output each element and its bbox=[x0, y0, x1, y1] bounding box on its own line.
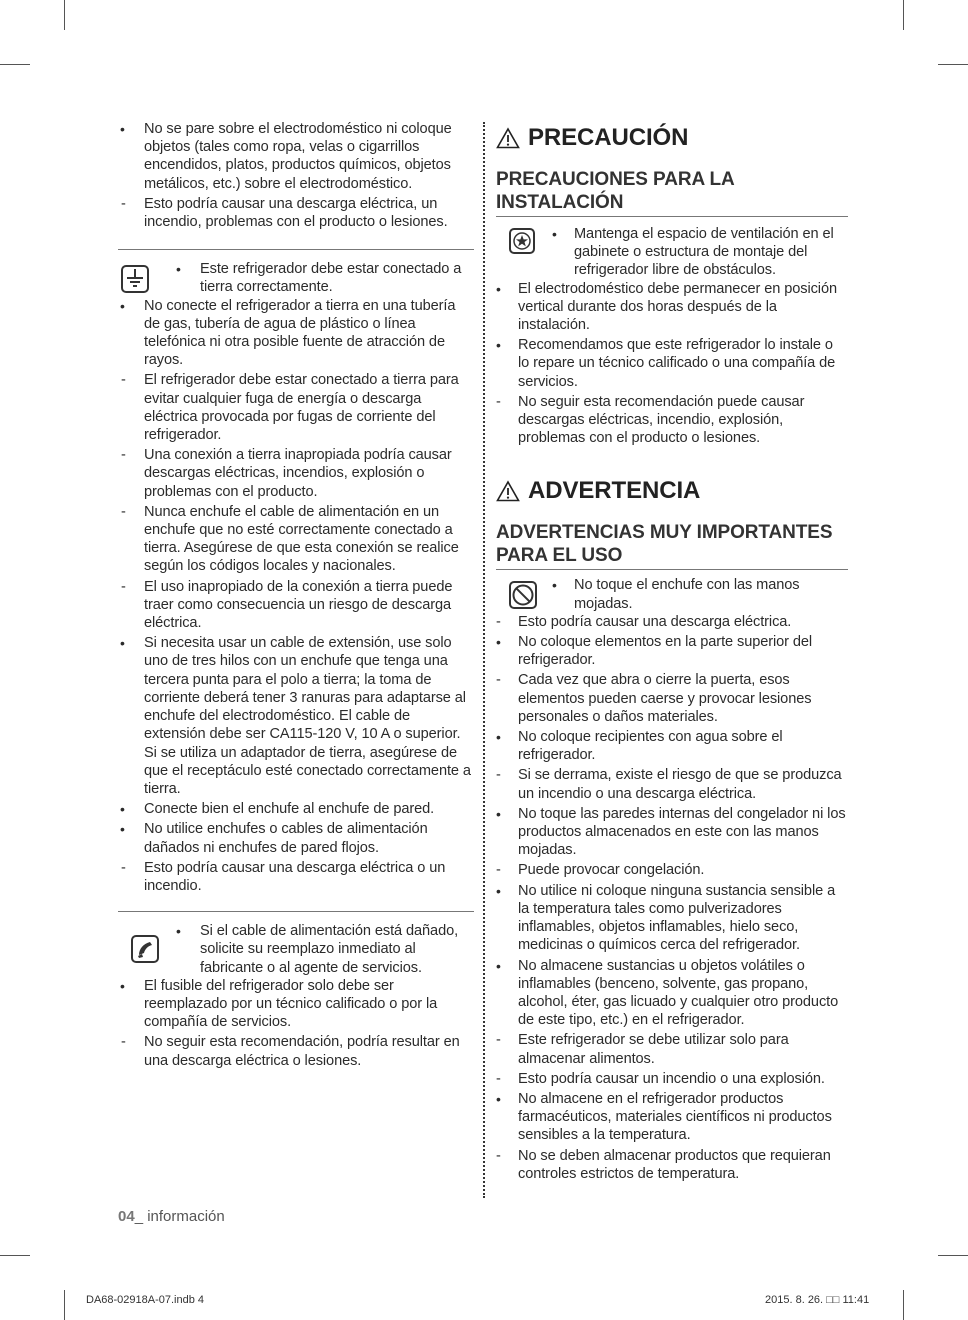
list-item bbox=[118, 578, 474, 633]
list-item bbox=[118, 820, 474, 856]
list-item-text: No se pare sobre el electrodoméstico ni coloque objetos (tales como ropa, velas o cigarrillos encendidos, platos, productos químicos, objetos metálicos, etc.) sobre el electrodoméstico. bbox=[144, 121, 452, 192]
list-item-text: No utilice enchufes o cables de alimentación dañados ni enchufes de pared flojos. bbox=[144, 821, 428, 856]
left-block-2 bbox=[118, 260, 474, 895]
list-item bbox=[118, 800, 474, 818]
list-item bbox=[118, 503, 474, 576]
list-item bbox=[118, 859, 474, 895]
list-item-text: El uso inapropiado de la conexión a tierra puede traer como consecuencia un riesgo de descarga eléctrica. bbox=[144, 578, 453, 632]
crop-mark bbox=[938, 1255, 968, 1256]
left-column bbox=[118, 120, 474, 1072]
list-item-text: Nunca enchufe el cable de alimentación en un enchufe que no esté correctamente conectado a tierra. Asegúrese de que esta conexión se realice según los códigos locales y nacionales. bbox=[144, 503, 459, 575]
list-item bbox=[496, 728, 848, 764]
icon-row bbox=[496, 576, 848, 612]
list-item bbox=[496, 671, 848, 726]
advertencia-block bbox=[496, 576, 848, 1183]
icon-row bbox=[118, 260, 474, 296]
list-item bbox=[118, 297, 474, 370]
print-file-label: DA68-02918A-07.indb 4 bbox=[86, 1294, 205, 1306]
list-item bbox=[496, 861, 848, 879]
precaucion-title: PRECAUCIÓN bbox=[528, 124, 689, 151]
list-item-text: Puede provocar congelación. bbox=[518, 862, 705, 879]
left-block-1 bbox=[118, 120, 474, 231]
list-item-text: No seguir esta recomendación, podría resultar en una descarga eléctrica o lesiones. bbox=[144, 1034, 460, 1069]
list-item-text: Cada vez que abra o cierre la puerta, esos elementos pueden caerse y provocar lesiones personales o daños materiales. bbox=[518, 672, 812, 725]
crop-mark bbox=[0, 64, 30, 65]
crop-mark bbox=[938, 64, 968, 65]
section-divider bbox=[118, 911, 474, 912]
crop-mark bbox=[64, 0, 65, 30]
list-item-text: Si el cable de alimentación está dañado, solicite su reemplazo inmediato al fabricante o al agente de servicios. bbox=[200, 923, 459, 976]
list-item-text: El refrigerador debe estar conectado a tierra para evitar cualquier fuga de energía o descarga eléctrica provocada por fugas de corriente del refrigerador. bbox=[144, 372, 459, 444]
list-item-text: Conecte bien el enchufe al enchufe de pared. bbox=[144, 801, 435, 818]
list-item bbox=[496, 576, 848, 612]
list-item bbox=[118, 260, 474, 296]
list-item-text: Una conexión a tierra inapropiada podría causar descargas eléctricas, incendios, explosión o problemas con el producto. bbox=[144, 447, 452, 500]
list-item bbox=[496, 1031, 848, 1067]
precaucion-subtitle: PRECAUCIONES PARA LA INSTALACIÓN bbox=[496, 168, 848, 217]
list-item-text: No almacene en el refrigerador productos farmacéuticos, materiales científicos ni productos sensibles a la temperatura. bbox=[518, 1090, 832, 1144]
list-item bbox=[118, 371, 474, 444]
warning-icon bbox=[496, 127, 520, 149]
list-item-text: Esto podría causar una descarga eléctrica o un incendio. bbox=[144, 859, 446, 894]
right-column bbox=[496, 120, 848, 1185]
list-item-text: El fusible del refrigerador solo debe ser reemplazado por un técnico calificado o por la compañía de servicios. bbox=[144, 977, 438, 1031]
list-item bbox=[118, 922, 474, 977]
list-item bbox=[496, 882, 848, 955]
list-item bbox=[118, 634, 474, 798]
list-item-text: Este refrigerador se debe utilizar solo para almacenar alimentos. bbox=[518, 1032, 789, 1067]
list-item bbox=[118, 977, 474, 1032]
list-item bbox=[496, 633, 848, 669]
list-item-text: No seguir esta recomendación puede causar descargas eléctricas, incendio, explosión, problemas con el producto o lesiones. bbox=[518, 393, 805, 447]
list-item bbox=[496, 280, 848, 335]
list-item-text: Esto podría causar una descarga eléctrica, un incendio, problemas con el producto o lesiones. bbox=[144, 195, 448, 231]
section-divider bbox=[118, 249, 474, 250]
list-item-text: Mantenga el espacio de ventilación en el gabinete o estructura de montaje del refrigerador libre de obstáculos. bbox=[574, 226, 834, 279]
list-item bbox=[496, 1090, 848, 1145]
list-item bbox=[496, 1147, 848, 1183]
list-item bbox=[118, 120, 474, 193]
list-item-text: No coloque elementos en la parte superior del refrigerador. bbox=[518, 634, 813, 669]
crop-mark bbox=[903, 1290, 904, 1320]
list-item-text: No conecte el refrigerador a tierra en una tubería de gas, tubería de agua de plástico o línea telefónica ni otra posible fuente de atracción de rayos. bbox=[144, 297, 456, 369]
left-block-3 bbox=[118, 922, 474, 1070]
advertencia-title: ADVERTENCIA bbox=[528, 477, 701, 505]
precaucion-block bbox=[496, 225, 848, 447]
list-item-text: Si necesita usar un cable de extensión, use solo uno de tres hilos con un enchufe que tenga una tercera punta para el polo a tierra; la toma de corriente deberá tener 3 ranuras para adaptarse al enchufe del electrodoméstico. El cable de extensión debe ser CA115-120 V, 10 A o superior. Si se utiliza un adaptador de tierra, asegúrese de que el receptáculo esté conectado correctamente a tierra. bbox=[144, 635, 471, 797]
advertencia-heading bbox=[496, 477, 848, 505]
crop-mark bbox=[903, 0, 904, 30]
icon-row bbox=[496, 225, 848, 280]
list-item bbox=[496, 613, 848, 631]
list-item bbox=[496, 393, 848, 448]
list-item-text: El electrodoméstico debe permanecer en posición vertical durante dos horas después de la instalación. bbox=[518, 280, 837, 334]
list-item bbox=[496, 225, 848, 280]
list-item bbox=[118, 1033, 474, 1069]
list-item-text: No utilice ni coloque ninguna sustancia sensible a la temperatura tales como pulverizadores inflamables, objetos inflamables, hielo seco, medicinas o químicos cerca del refrigerador. bbox=[518, 882, 836, 954]
page-number: 04 bbox=[118, 1208, 135, 1225]
list-item-text: No coloque recipientes con agua sobre el refrigerador. bbox=[518, 729, 783, 764]
list-item bbox=[496, 1070, 848, 1088]
crop-mark bbox=[64, 1290, 65, 1320]
list-item-text: No toque las paredes internas del congelador ni los productos almacenados en este con las manos mojadas. bbox=[518, 805, 846, 859]
list-item bbox=[118, 446, 474, 501]
list-item bbox=[496, 336, 848, 391]
warning-icon bbox=[496, 480, 520, 502]
list-item-text: Esto podría causar una descarga eléctrica. bbox=[518, 613, 792, 630]
list-item-text: Este refrigerador debe estar conectado a tierra correctamente. bbox=[200, 261, 462, 296]
page-label: _ información bbox=[134, 1208, 225, 1225]
list-item-text: No almacene sustancias u objetos volátiles o inflamables (benceno, solvente, gas propano, alcohol, éter, gas licuado y cualquier otro producto de este tipo, etc.) en el refrigerador. bbox=[518, 957, 839, 1029]
list-item bbox=[118, 195, 474, 231]
list-item-text: Si se derrama, existe el riesgo de que se produzca un incendio o una descarga eléctrica. bbox=[518, 767, 842, 802]
list-item-text: Esto podría causar un incendio o una explosión. bbox=[518, 1070, 825, 1087]
icon-row bbox=[118, 922, 474, 977]
list-item-text: No se deben almacenar productos que requieran controles estrictos de temperatura. bbox=[518, 1147, 831, 1182]
page-footer bbox=[118, 1208, 225, 1225]
list-item-text: Recomendamos que este refrigerador lo instale o lo repare un técnico calificado o una compañía de servicios. bbox=[518, 337, 836, 390]
column-divider bbox=[483, 122, 485, 1198]
advertencia-subtitle: ADVERTENCIAS MUY IMPORTANTES PARA EL USO bbox=[496, 521, 848, 570]
list-item bbox=[496, 957, 848, 1030]
crop-mark bbox=[0, 1255, 30, 1256]
list-item bbox=[496, 805, 848, 860]
list-item bbox=[496, 766, 848, 802]
list-item-text: No toque el enchufe con las manos mojadas. bbox=[574, 577, 800, 612]
precaucion-heading bbox=[496, 124, 848, 152]
print-date-label: 2015. 8. 26. □□ 11:41 bbox=[765, 1294, 870, 1306]
